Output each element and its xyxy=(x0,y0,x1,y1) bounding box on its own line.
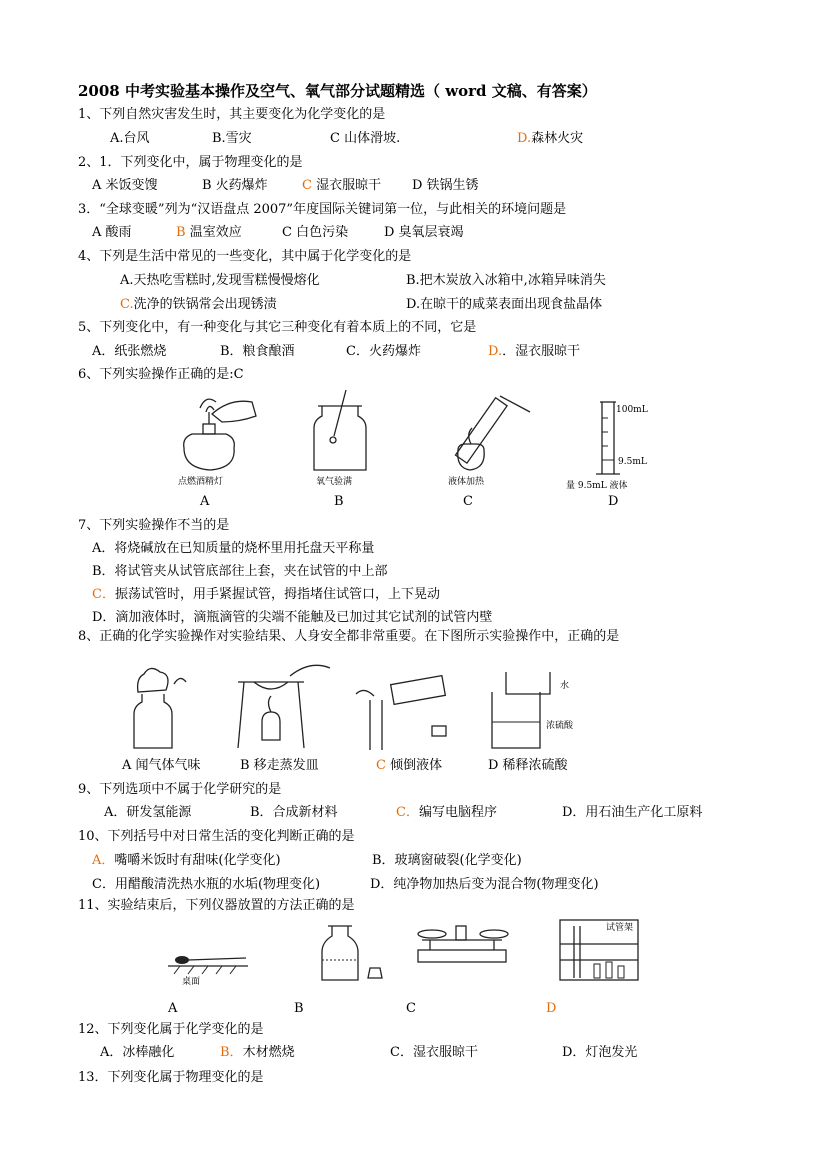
q4-option-b: B.把木炭放入冰箱中,冰箱异味消失 xyxy=(406,273,606,288)
q8-option-d: D 稀释浓硫酸 xyxy=(488,758,568,773)
q8-option-b: B 移走蒸发皿 xyxy=(240,758,319,773)
page-title: 2008 中考实验基本操作及空气、氧气部分试题精选（ word 文稿、有答案） xyxy=(78,82,597,100)
table-label: 桌面 xyxy=(182,977,201,987)
q11-figure xyxy=(160,916,660,1016)
question-5-stem: 5、下列变化中，有一种变化与其它三种变化有着本质上的不同，它是 xyxy=(78,320,477,335)
label-a: A xyxy=(200,494,210,509)
q8-figure xyxy=(120,652,600,754)
balance-icon xyxy=(418,926,508,962)
q7-option-b: B．将试管夹从试管底部往上套，夹在试管的中上部 xyxy=(92,564,388,579)
q1-option-d: D.森林火灾 xyxy=(517,131,584,146)
reagent-bottle-icon xyxy=(322,926,382,980)
label-a: A xyxy=(168,1001,178,1016)
question-13-stem: 13．下列变化属于物理变化的是 xyxy=(78,1070,264,1085)
q3-option-a: A 酸雨 xyxy=(92,225,132,240)
q12-option-a: A．冰棒融化 xyxy=(100,1045,175,1060)
water-label: 水 xyxy=(560,681,570,691)
q10-option-a: A．嘴嚼米饭时有甜味(化学变化) xyxy=(92,853,281,868)
label-c: C xyxy=(406,1001,416,1016)
q5-option-d: D.．湿衣服晾干 xyxy=(488,344,581,359)
question-3-stem: 3．“全球变暖”列为“汉语盘点 2007”年度国际关键词第一位，与此相关的环境问题是 xyxy=(78,202,567,217)
q7-option-a: A．将烧碱放在已知质量的烧杯里用托盘天平称量 xyxy=(92,541,375,556)
caption-b: 氧气验满 xyxy=(316,477,353,487)
test-tube-heating-icon xyxy=(455,396,530,470)
q6-figure xyxy=(170,388,670,513)
q12-option-d: D．灯泡发光 xyxy=(562,1045,638,1060)
q5-option-c: C．火药爆炸 xyxy=(346,344,421,359)
q9-option-c: C．编写电脑程序 xyxy=(396,805,497,820)
answer-mark: C xyxy=(376,758,386,773)
caption-c: 液体加热 xyxy=(448,477,485,487)
q3-option-b: B 温室效应 xyxy=(176,225,242,240)
q4-option-d: D.在晾干的咸菜表面出现食盐晶体 xyxy=(406,297,603,312)
cylinder-top-label: 100mL xyxy=(616,405,648,415)
answer-mark: A． xyxy=(92,853,115,868)
acid-label: 浓硫酸 xyxy=(546,721,574,731)
label-d: D xyxy=(608,494,619,509)
q4-option-a: A.天热吃雪糕时,发现雪糕慢慢熔化 xyxy=(120,273,320,288)
q12-option-c: C．湿衣服晾干 xyxy=(390,1045,478,1060)
rack-label: 试管架 xyxy=(606,923,634,933)
q2-option-d: D 铁锅生锈 xyxy=(412,178,479,193)
question-7-stem: 7、下列实验操作不当的是 xyxy=(78,518,230,533)
q8-option-c: C 倾倒液体 xyxy=(376,758,443,773)
q10-option-d: D．纯净物加热后变为混合物(物理变化) xyxy=(370,877,599,892)
q12-option-b: B．木材燃烧 xyxy=(220,1045,295,1060)
label-b: B xyxy=(294,1001,304,1016)
gas-bottle-icon xyxy=(134,668,186,748)
answer-mark: B． xyxy=(220,1045,243,1060)
answer-mark: D. xyxy=(488,344,503,359)
caption-a: 点燃酒精灯 xyxy=(178,477,224,487)
alcohol-lamp-icon xyxy=(184,399,256,470)
pouring-liquid-icon xyxy=(356,676,446,750)
question-8-stem: 8、正确的化学实验操作对实验结果、人身安全都非常重要。在下图所示实验操作中，正确的是 xyxy=(78,629,620,644)
question-6-stem: 6、下列实验操作正确的是:C xyxy=(78,367,244,382)
q9-option-a: A．研发氢能源 xyxy=(104,805,192,820)
q3-option-d: D 臭氧层衰竭 xyxy=(384,225,464,240)
q8-option-a: A 闻气体气味 xyxy=(122,758,201,773)
q9-option-d: D．用石油生产化工原料 xyxy=(562,805,703,820)
q1-option-b: B.雪灾 xyxy=(212,131,252,146)
caption-d: 量 9.5mL 液体 xyxy=(566,481,628,491)
label-c: C xyxy=(463,494,473,509)
q10-option-c: C．用醋酸清洗热水瓶的水垢(物理变化) xyxy=(92,877,321,892)
answer-mark: B xyxy=(176,225,186,240)
q3-option-c: C 白色污染 xyxy=(282,225,349,240)
label-d-answer: D xyxy=(546,1001,557,1016)
answer-mark: C． xyxy=(92,587,115,602)
cylinder-mark-label: 9.5mL xyxy=(618,457,647,467)
q2-option-c: C 湿衣服晾干 xyxy=(302,178,382,193)
q5-option-b: B．粮食酿酒 xyxy=(220,344,295,359)
label-b: B xyxy=(334,494,344,509)
gas-jar-icon xyxy=(314,390,366,470)
q2-option-a: A 米饭变馊 xyxy=(92,178,158,193)
answer-mark: C. xyxy=(120,297,134,312)
tripod-burner-icon xyxy=(238,665,330,748)
q2-option-b: B 火药爆炸 xyxy=(202,178,268,193)
q10-option-b: B．玻璃窗破裂(化学变化) xyxy=(372,853,522,868)
q9-option-b: B．合成新材料 xyxy=(250,805,338,820)
q7-option-d: D．滴加液体时，滴瓶滴管的尖端不能触及已加过其它试剂的试管内壁 xyxy=(92,610,493,625)
answer-mark: C xyxy=(302,178,312,193)
question-2-stem: 2、1．下列变化中，属于物理变化的是 xyxy=(78,155,303,170)
question-9-stem: 9、下列选项中不属于化学研究的是 xyxy=(78,782,282,797)
question-4-stem: 4、下列是生活中常见的一些变化，其中属于化学变化的是 xyxy=(78,249,412,264)
question-1-stem: 1、下列自然灾害发生时，其主要变化为化学变化的是 xyxy=(78,107,386,122)
question-12-stem: 12、下列变化属于化学变化的是 xyxy=(78,1022,264,1037)
beaker-icon xyxy=(492,672,550,748)
q1-option-a: A.台风 xyxy=(110,131,150,146)
q4-option-c: C.洗净的铁锅常会出现锈渍 xyxy=(120,297,277,312)
dropper-on-table-icon xyxy=(168,956,248,974)
question-11-stem: 11、实验结束后，下列仪器放置的方法正确的是 xyxy=(78,898,355,913)
q7-option-c: C．振荡试管时，用手紧握试管，拇指堵住试管口，上下晃动 xyxy=(92,587,440,602)
answer-mark: D. xyxy=(517,131,532,146)
answer-mark: C． xyxy=(396,805,419,820)
q5-option-a: A．纸张燃烧 xyxy=(92,344,167,359)
question-10-stem: 10、下列括号中对日常生活的变化判断正确的是 xyxy=(78,829,355,844)
q1-option-c: C 山体滑坡. xyxy=(330,131,401,146)
